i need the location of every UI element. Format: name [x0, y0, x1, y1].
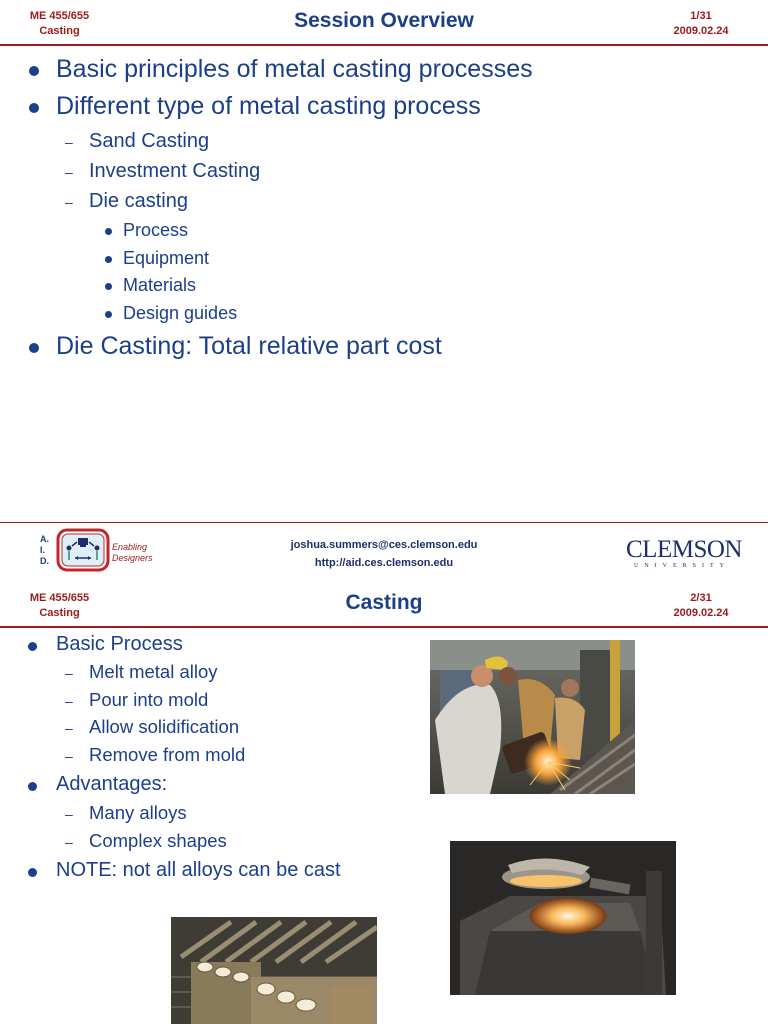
bullet-text: Basic Process: [56, 633, 183, 655]
bullet-text: Melt metal alloy: [89, 661, 218, 682]
page-number: 1/31: [690, 10, 712, 22]
bullet-dot-icon: [105, 228, 112, 235]
dash-icon: –: [65, 665, 73, 681]
bullet-dot-icon: [105, 283, 112, 290]
header-divider: [0, 626, 768, 628]
bullet-text: Materials: [123, 275, 197, 295]
bullet-dot-icon: [28, 642, 37, 651]
bullet-text: Investment Casting: [89, 160, 261, 182]
aid-letter-a: A.: [40, 534, 49, 544]
furnace-molten-metal-photo: [450, 841, 676, 995]
page-info: [656, 591, 746, 621]
contact-email[interactable]: joshua.summers@ces.clemson.edu: [290, 539, 478, 551]
tagline-line-2: Designers: [112, 553, 153, 563]
bullet-dot-icon: [105, 256, 112, 263]
dash-icon: –: [65, 720, 73, 736]
bullet-text: Advantages:: [56, 773, 168, 795]
bullet-text: Design guides: [123, 303, 238, 323]
course-topic: Casting: [39, 607, 80, 619]
page-number: 2/31: [690, 592, 712, 604]
bullet-text: Basic principles of metal casting processes: [56, 55, 533, 83]
slide-title: Session Overview: [294, 9, 474, 32]
page-info: [656, 9, 746, 39]
header-divider: [0, 44, 768, 46]
dash-icon: –: [65, 164, 73, 180]
aid-letter-i: I.: [40, 545, 46, 555]
clemson-wordmark: CLEMSON: [626, 536, 742, 563]
bullet-text: Allow solidification: [89, 716, 240, 737]
bullet-dot-icon: [28, 868, 37, 877]
clemson-logo: [626, 536, 742, 570]
bullet-text: Complex shapes: [89, 830, 227, 851]
dash-icon: –: [65, 194, 73, 210]
footer-divider: [0, 522, 768, 523]
slide-date: 2009.02.24: [673, 607, 729, 619]
bullet-text: NOTE: not all alloys can be cast: [56, 859, 341, 881]
bullet-text: Many alloys: [89, 802, 187, 823]
bullet-dot-icon: [29, 66, 39, 76]
bullet-dot-icon: [105, 311, 112, 318]
slide-footer: [0, 518, 768, 582]
slide-header: [0, 582, 768, 628]
course-code: ME 455/655: [29, 592, 90, 604]
bullet-text: Die casting: [89, 190, 188, 212]
dash-icon: –: [65, 806, 73, 822]
foundry-workers-pouring-photo: [430, 640, 635, 794]
bullet-text: Pour into mold: [89, 689, 209, 710]
dash-icon: –: [65, 748, 73, 764]
clemson-subtitle: UNIVERSITY: [634, 563, 730, 569]
sand-molds-photo: [171, 917, 377, 1024]
tagline-line-1: Enabling: [112, 542, 148, 552]
bullet-text: Sand Casting: [89, 130, 210, 152]
contact-url[interactable]: http://aid.ces.clemson.edu: [314, 557, 454, 569]
bullet-dot-icon: [29, 103, 39, 113]
dash-icon: –: [65, 134, 73, 150]
course-topic: Casting: [39, 25, 80, 37]
aid-letter-d: D.: [40, 556, 49, 566]
bullet-dot-icon: [28, 782, 37, 791]
slide-2: [0, 582, 768, 1024]
slide-date: 2009.02.24: [673, 25, 729, 37]
bullet-text: Remove from mold: [89, 744, 246, 765]
dash-icon: –: [65, 693, 73, 709]
bullet-text: Different type of metal casting process: [56, 92, 481, 120]
bullet-dot-icon: [29, 343, 39, 353]
bullet-text: Process: [123, 220, 189, 240]
bullet-text: Equipment: [123, 248, 210, 268]
dash-icon: –: [65, 834, 73, 850]
slide-title: Casting: [345, 591, 423, 614]
course-code: ME 455/655: [29, 10, 90, 22]
bullet-text: Die Casting: Total relative part cost: [56, 332, 442, 360]
slide-header: [0, 0, 768, 46]
